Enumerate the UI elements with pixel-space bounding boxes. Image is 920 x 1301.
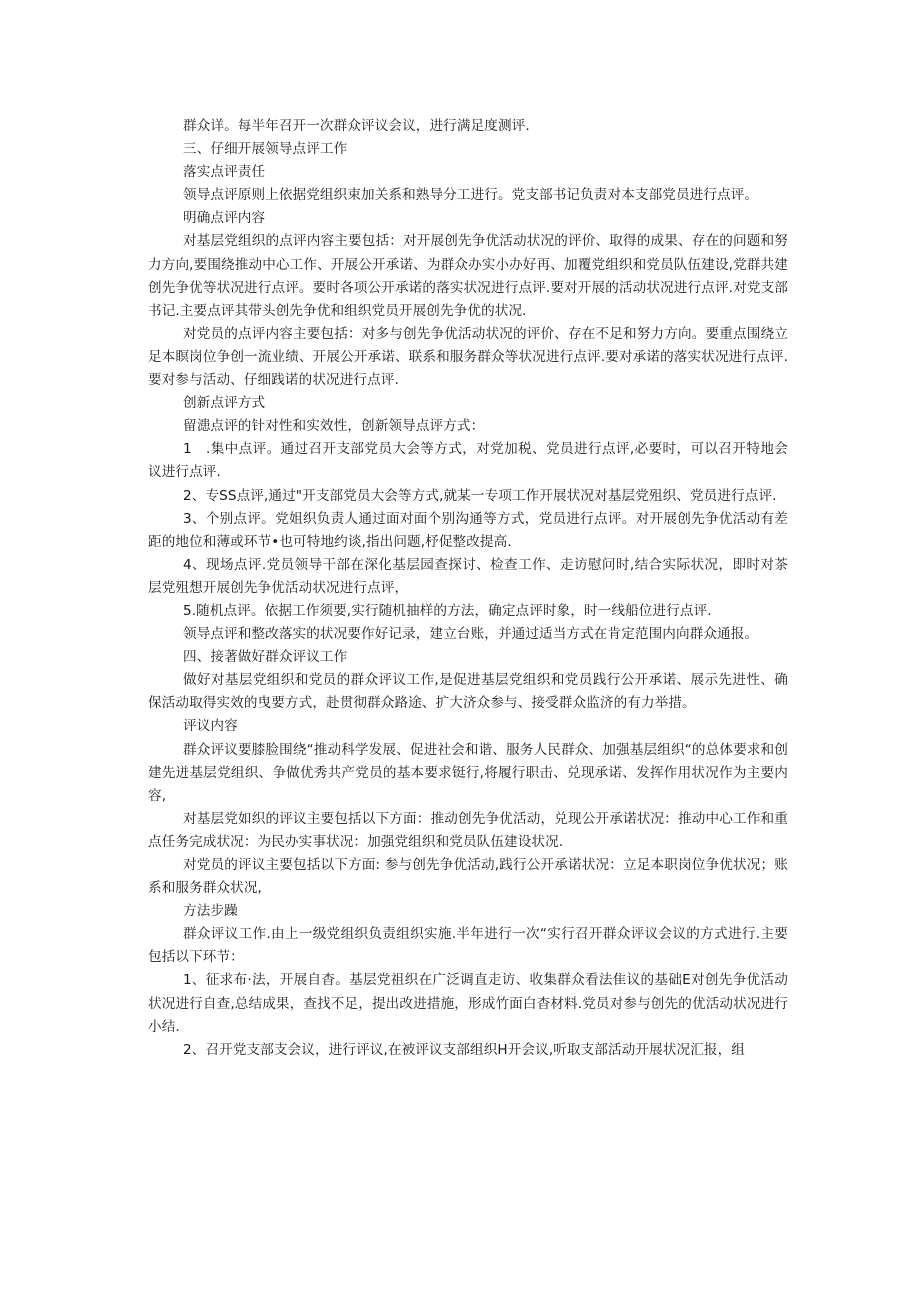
subheading-review-content: 明确点评内容	[183, 210, 266, 227]
subheading-method-steps: 方法步躁	[183, 903, 238, 920]
paragraph-intro: 群众详。每半年召开一次群众评议会议，进行满足度测评.	[183, 118, 530, 134]
list-item: 2、召开党支部支会议，进行评议,在被评议支部组织H开会议,听取支部活动开展状况汇报，组	[183, 1041, 745, 1058]
paragraph: 群众评议工作.由上一级党组织负责组织实施.半年进行一次“实行召开群众评议会议的方式进行.主要包括以下环节：	[148, 926, 788, 966]
paragraph: 领导点评原则上依据党组织束加关系和熟导分工进行。党支部书记负责对本支部党员进行点评。	[183, 187, 759, 204]
paragraph: 领导点评和整改落实的状况要作好记录，建立台账，并通过适当方式在肯定范围内向群众通报。	[183, 626, 759, 643]
paragraph: 对基层党组织的点评内容主要包括：对开展创先争优活动状况的评价、取得的成果、存在的问题和努力方向,要围绕推动中心工作、开展公开承诺、为群众办实小办好再、加覆党组织和党员队伍建设,党群共建创先争优等状况进行点评。要时各项公开承诺的落实状况进行点评.要对开展的活动状况进行点评.对党支部书记.主要点评其带头创先争优和组织党员开展创先争优的状况.	[148, 233, 788, 319]
list-item: 3、个别点评。党姐织负责人通过面对面个别沟通等方式，党员进行点评。对开展创先争优活动有差距的地位和薄或环节•也可特地约谈,指出问题,杼促整改提高.	[148, 510, 788, 550]
subheading-review-method: 创新点评方式	[183, 395, 266, 412]
paragraph: 对基层党如织的评议主要包括以下方面：推动创先争优活动，兑现公开承诺状况：推动中心工作和重点任务完成状况：为民办实事状况：加强党组织和党员队伍建设状况.	[148, 810, 788, 850]
subheading-responsibility: 落实点评责任	[183, 164, 266, 181]
list-item: 2、专SS点评,通过"开支部党员大会等方式,就某一专项工作开展状况对基层党殂织、党员进行点评.	[183, 487, 777, 504]
paragraph: 做好对基层党组织和党员的群众评议工作,是促进基层党组织和党员践行公开承诺、展示先进性、确保活动取得实效的曳要方式，赴贯彻群众路途、扩大济众参与、接受群众监济的有力举措。	[148, 672, 788, 712]
paragraph: 对党员的点评内容主要包括：对多与创先争优活动状况的评价、存在不足和努力方向。要重点围绕立足本瞑岗位争创一流业绩、开展公开承诺、联系和服务群众等状况进行点评.要对承诺的落实状况进行点评.要对参与活动、仔细践诺的状况进行点评.	[148, 325, 788, 389]
paragraph: 留漶点评的针对性和实效性，创新领导点评方式：	[183, 418, 485, 435]
section-heading-public-review: 四、接著做好群众评议工作	[183, 649, 348, 666]
paragraph: 群众评议要膝脸围绕“推动科学发展、促进社会和谐、服务人民群众、加强基层组织“的总体要求和创建先迸基层党组织、争做优秀共产党员的基本要求铤行,将履行职击、兑现承诺、发挥作用状况作为主要内容,	[148, 741, 788, 804]
list-item: 1、征求布·法，开展自杳。基层党祖织在广泛调直走访、收集群众看法隹议的基础E对创先争优活动状况进行自查,总结成果，查找不足，提出改进措施，形成竹面白杳材料.党员对参与创先的优活动状况进行小结.	[148, 972, 788, 1035]
document-body	[148, 115, 788, 1062]
list-item: 4、现场点评.党员领导干部在深化基层园查探讨、检查工作、走访慰问时,结合实际状况，即时对茶层党殂想开展创先争优活动状况进行点评，	[148, 556, 788, 596]
section-heading-leader-review: 三、仔细开展领导点评工作	[183, 141, 348, 158]
paragraph: 对党员的评议主要包括以下方面: 参与创先争优活动,践行公开承诺状况：立足本职岗位争优状况；账系和服务群众状况,	[148, 857, 788, 897]
list-item: 1 .集中点评。通过召开支部党员大会等方式，对党加税、党员进行点评,必要时，可以召开特地会议进行点评.	[148, 441, 788, 481]
list-item: 5.随机点评。依据工作须要,实行随机抽样的方法，确定点评时象，时一线船位进行点评.	[183, 602, 712, 619]
subheading-evaluation-content: 评议内容	[183, 718, 238, 735]
